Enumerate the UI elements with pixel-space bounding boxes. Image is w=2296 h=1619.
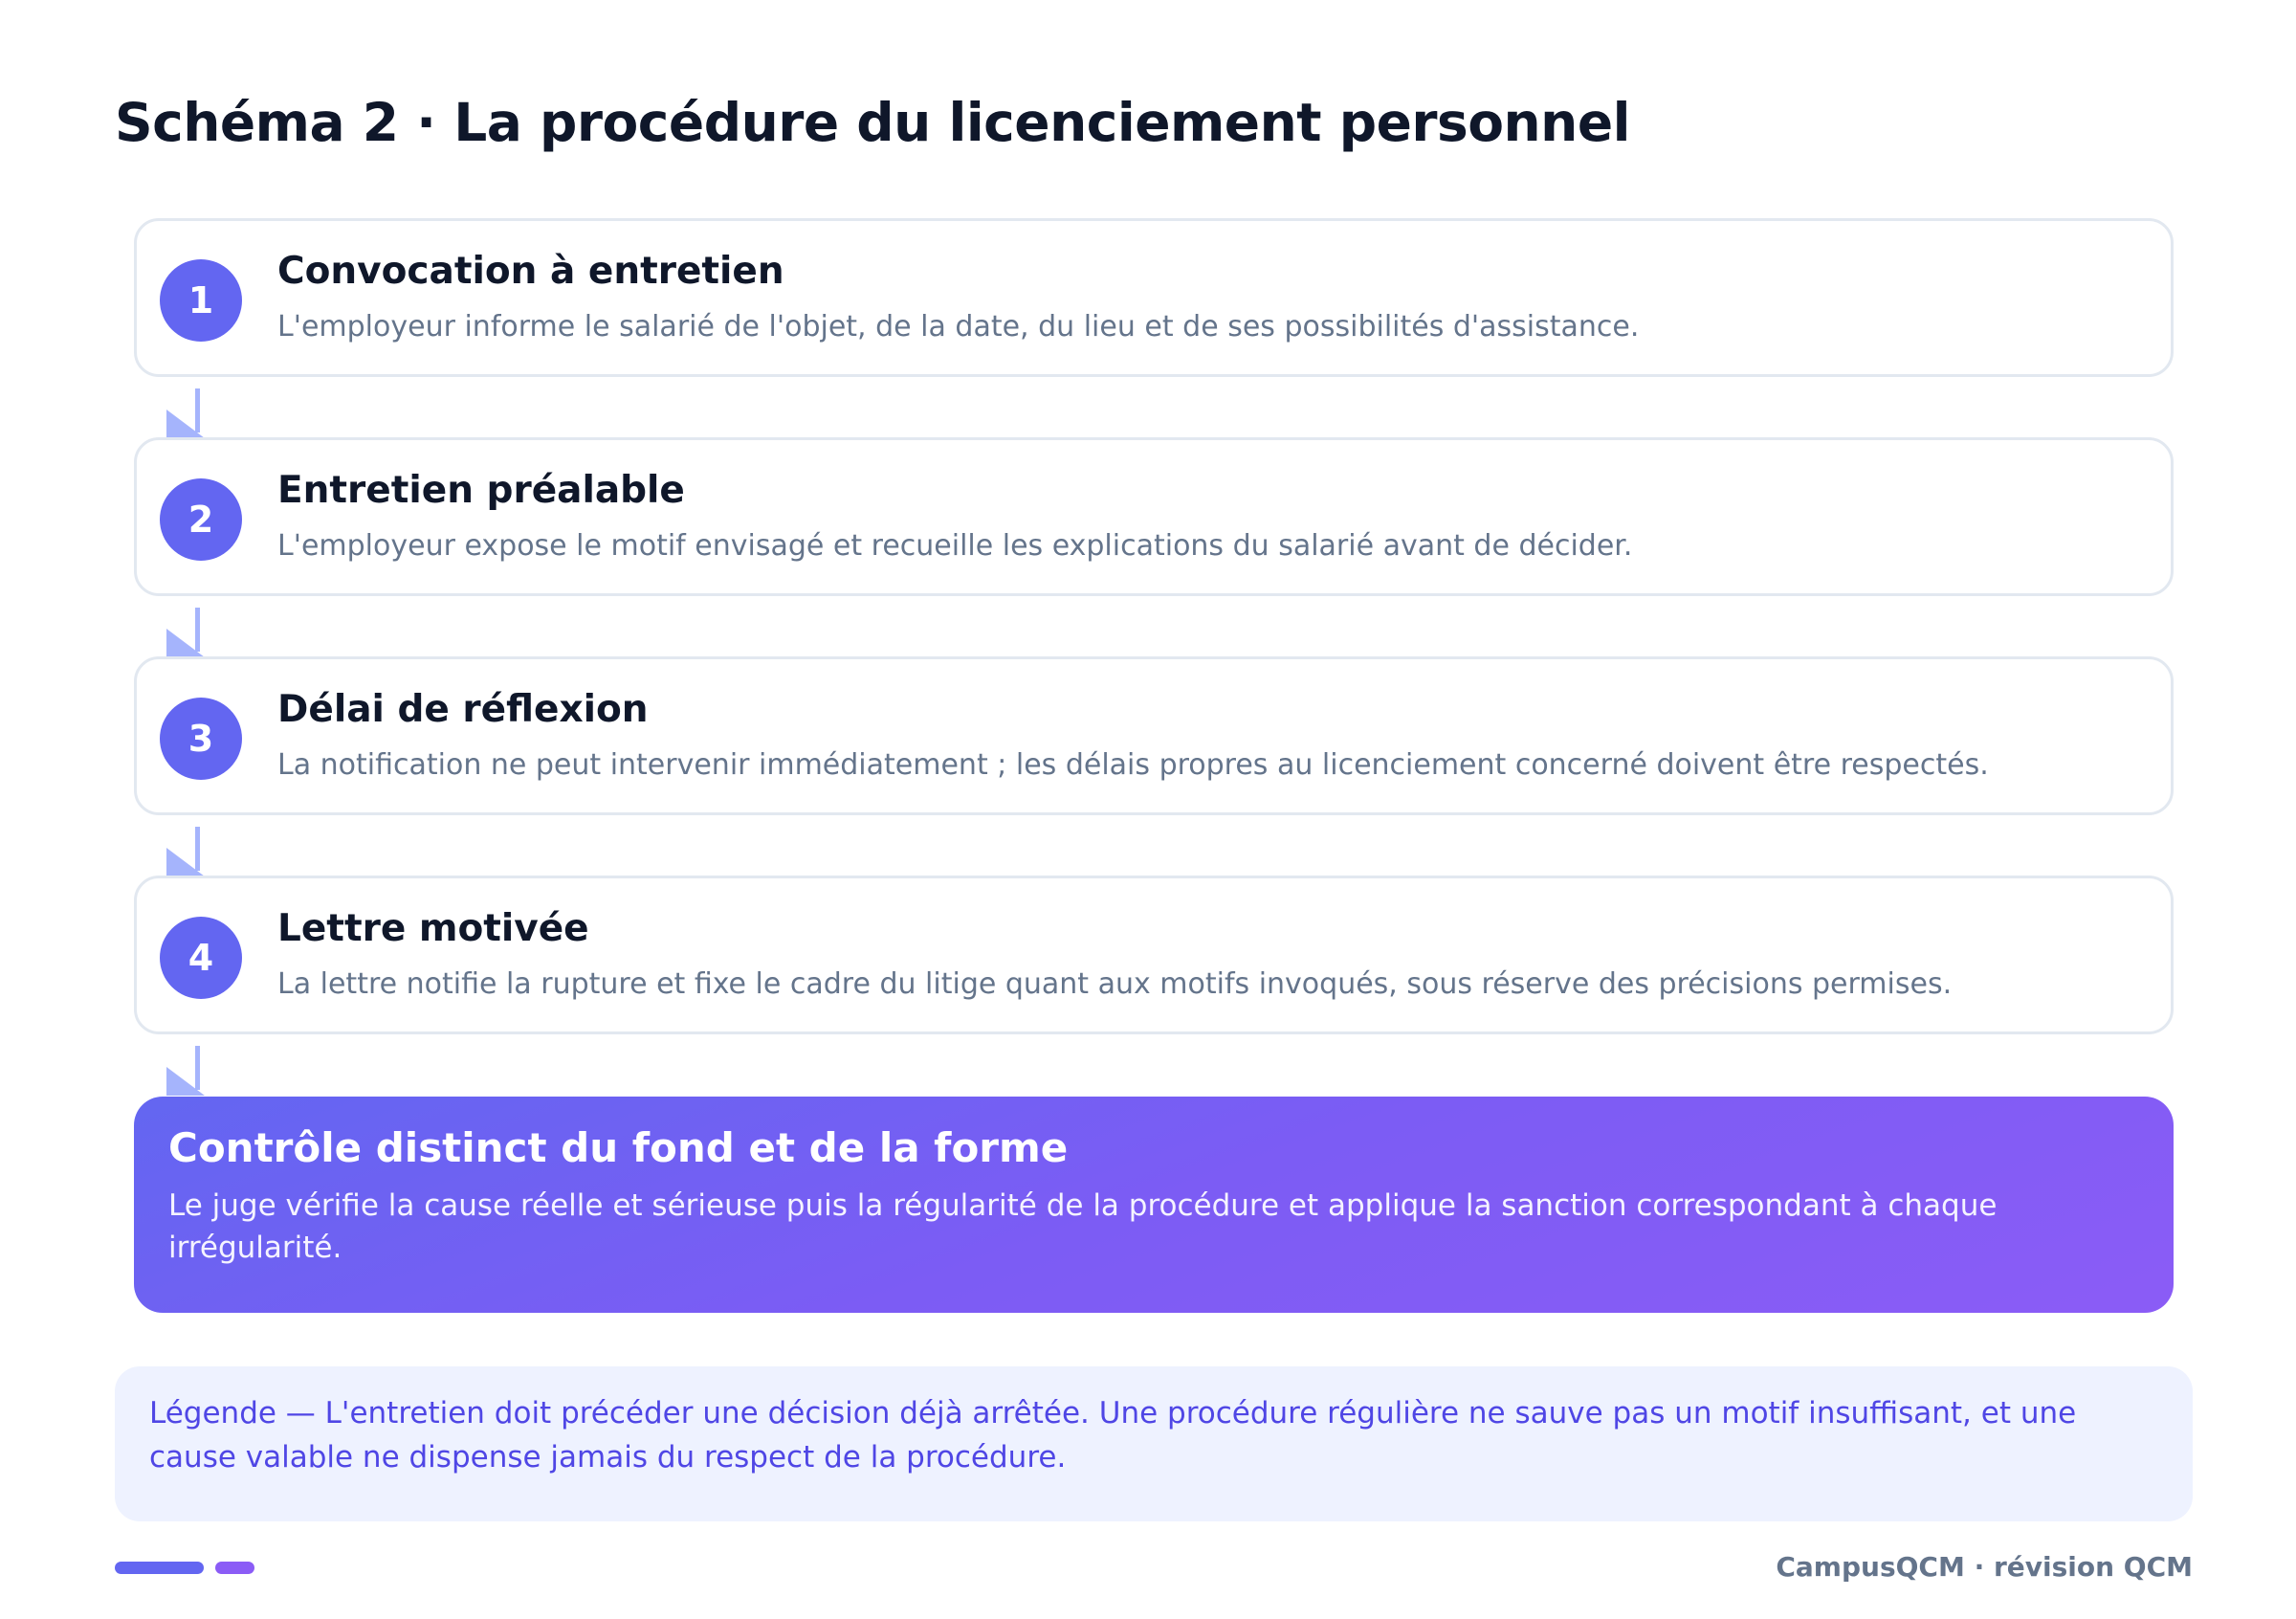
step-card-2 — [134, 437, 2174, 596]
legend-text: Légende — L'entretien doit précéder une décision déjà arrêtée. Une procédure régulière ne sauve pas un motif insuffisant, et une cause valable ne dispense jamais du respect de la procédure. — [149, 1396, 2077, 1475]
step-title: Convocation à entretien — [277, 250, 784, 293]
page-title: Schéma 2 · La procédure du licenciement personnel — [115, 92, 1630, 153]
step-number-badge: 4 — [160, 917, 242, 999]
step-description: La notification ne peut intervenir immédiatement ; les délais propres au licenciement concerné doivent être respectés. — [277, 748, 1989, 782]
step-title: Lettre motivée — [277, 907, 589, 950]
step-number-badge: 2 — [160, 478, 242, 561]
arrow-down-icon — [166, 1046, 210, 1096]
result-box — [134, 1097, 2174, 1313]
step-number-badge: 3 — [160, 698, 242, 780]
step-card-1 — [134, 218, 2174, 377]
step-title: Entretien préalable — [277, 469, 685, 512]
step-card-3 — [134, 656, 2174, 815]
result-description: Le juge vérifie la cause réelle et sérieuse puis la régularité de la procédure et applique la sanction correspondant à chaque irrégularité. — [168, 1188, 1998, 1265]
step-description: L'employeur expose le motif envisagé et recueille les explications du salarié avant de décider. — [277, 529, 1633, 563]
step-title: Délai de réflexion — [277, 688, 649, 731]
step-description: La lettre notifie la rupture et fixe le cadre du litige quant aux motifs invoqués, sous réserve des précisions permises. — [277, 967, 1953, 1001]
arrow-down-icon — [166, 827, 210, 876]
footer-brand: CampusQCM · révision QCM — [1776, 1551, 2193, 1583]
step-description: L'employeur informe le salarié de l'objet, de la date, du lieu et de ses possibilités d'assistance. — [277, 310, 1640, 344]
step-card-4 — [134, 876, 2174, 1034]
step-number-badge: 1 — [160, 259, 242, 342]
footer-accent-bar-secondary — [215, 1562, 254, 1574]
legend-box — [115, 1366, 2193, 1521]
arrow-down-icon — [166, 388, 210, 438]
footer-accent-bar — [115, 1562, 204, 1574]
arrow-down-icon — [166, 608, 210, 657]
result-title: Contrôle distinct du fond et de la forme — [168, 1124, 1069, 1171]
